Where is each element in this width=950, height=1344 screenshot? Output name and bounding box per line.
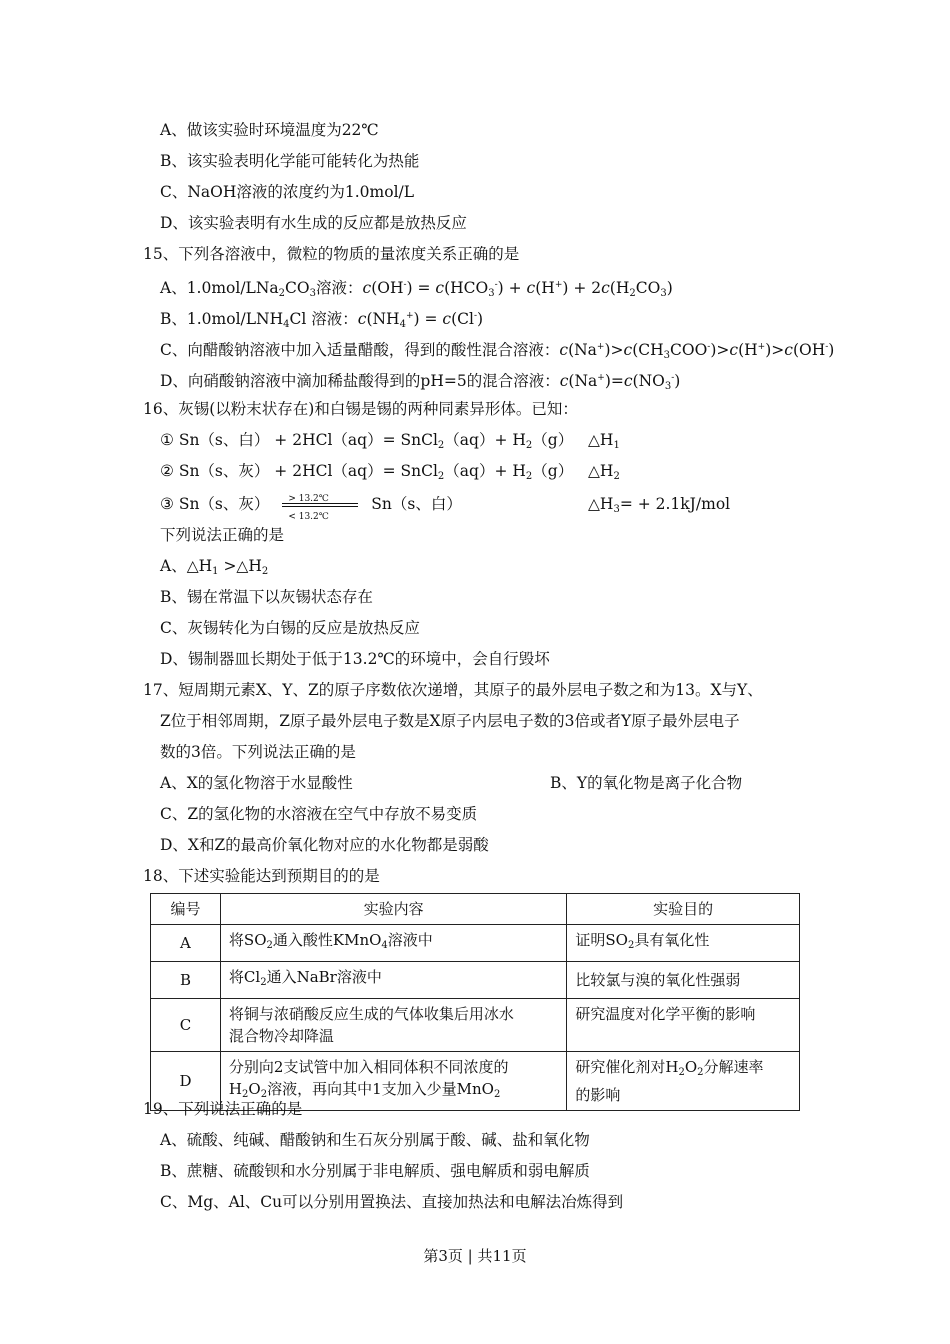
header-id: 编号 [151,894,221,925]
page-footer: 第3页 | 共11页 [423,1247,527,1265]
q16-reaction-1: ① Sn（s、白） + 2HCl（aq）= SnCl2（aq）+ H2（g） [160,431,574,451]
q16-dh2: △H2 [588,462,620,482]
q14-option-d: D、该实验表明有水生成的反应都是放热反应 [160,214,467,232]
q17-stem-line-1: 17、短周期元素X、Y、Z的原子序数依次递增，其原子的最外层电子数之和为13。X与Y、 [143,681,763,699]
q17-stem-line-3: 数的3倍。下列说法正确的是 [160,743,356,761]
q19-option-c: C、Mg、Al、Cu可以分别用置换法、直接加热法和电解法冶炼得到 [160,1193,624,1211]
q17-stem-line-2: Z位于相邻周期，Z原子最外层电子数是X原子内层电子数的3倍或者Y原子最外层电子 [160,712,740,730]
q16-reaction-3: ③ Sn（s、灰） $\frac{> 13.2℃}{< 13.2℃}$ Sn（s、白） [160,494,462,522]
q14-option-a: A、做该实验时环境温度为22℃ [160,121,379,139]
q17-option-b: B、Y的氧化物是离子化合物 [550,774,743,792]
q18-stem: 18、下述实验能达到预期目的的是 [143,867,380,885]
q17-option-a: A、X的氢化物溶于水显酸性 [160,774,353,792]
equilibrium-arrow-icon: $\frac{> 13.2℃}{< 13.2℃}$ [280,495,360,515]
header-content: 实验内容 [220,894,566,925]
q19-option-b: B、蔗糖、硫酸钡和水分别属于非电解质、强电解质和弱电解质 [160,1162,590,1180]
q16-dh1: △H1 [588,431,620,451]
table-row: A 将$SO_2$通入酸性KMnO$_4$溶液中 证明$SO_2$具有氧化性 [151,925,800,962]
q16-option-c: C、灰锡转化为白锡的反应是放热反应 [160,619,420,637]
q15-option-d: D、向硝酸钠溶液中滴加稀盐酸得到的pH=5的混合溶液：c(Na+)=c(NO3-) [160,372,681,392]
q15-option-a: A、1.0mol/LNa2CO3溶液：c(OH-) = c(HCO3-) + c(H+) + 2c(H2CO3) [160,279,673,299]
table-header-row [151,894,800,925]
q16-dh3: △H3= + 2.1kJ/mol [588,495,731,515]
q14-option-b: B、该实验表明化学能可能转化为热能 [160,152,420,170]
q19-option-a: A、硫酸、纯碱、醋酸钠和生石灰分别属于酸、碱、盐和氧化物 [160,1131,590,1149]
q16-prompt: 下列说法正确的是 [160,526,285,544]
q19-stem: 19、下列说法正确的是 [143,1100,303,1118]
q16-option-d: D、锡制器皿长期处于低于13.2℃的环境中，会自行毁坏 [160,650,550,668]
q16-stem: 16、灰锡(以粉末状存在)和白锡是锡的两种同素异形体。已知： [143,400,578,418]
q15-option-b: B、1.0mol/LNH4Cl 溶液：c(NH4+) = c(Cl-) [160,310,484,330]
q14-option-c: C、NaOH溶液的浓度约为1.0mol/L [160,183,415,201]
q17-option-c: C、Z的氢化物的水溶液在空气中存放不易变质 [160,805,478,823]
experiment-table [150,893,800,1111]
table-row: C 将铜与浓硝酸反应生成的气体收集后用冰水 混合物冷却降温 研究温度对化学平衡的影响 [151,999,800,1052]
table-row: D 分别向2支试管中加入相同体积不同浓度的 $H_2O_2$溶液，再向其中1支加入少量MnO$_2$ 研究催化剂对$H_2O_2$分解速率 的影响 [151,1052,800,1111]
q15-stem: 15、下列各溶液中，微粒的物质的量浓度关系正确的是 [143,245,520,263]
q15-option-c: C、向醋酸钠溶液中加入适量醋酸，得到的酸性混合溶液：c(Na+)>c(CH3COO-)>c(H+)>c(OH-) [160,341,835,361]
q16-option-a: A、△H1 >△H2 [160,557,269,577]
table-row: B 将$Cl_2$通入NaBr溶液中 比较氯与溴的氧化性强弱 [151,962,800,999]
header-purpose: 实验目的 [567,894,800,925]
q16-reaction-2: ② Sn（s、灰） + 2HCl（aq）= SnCl2（aq）+ H2（g） [160,462,574,482]
q16-option-b: B、锡在常温下以灰锡状态存在 [160,588,373,606]
q17-option-d: D、X和Z的最高价氧化物对应的水化物都是弱酸 [160,836,489,854]
